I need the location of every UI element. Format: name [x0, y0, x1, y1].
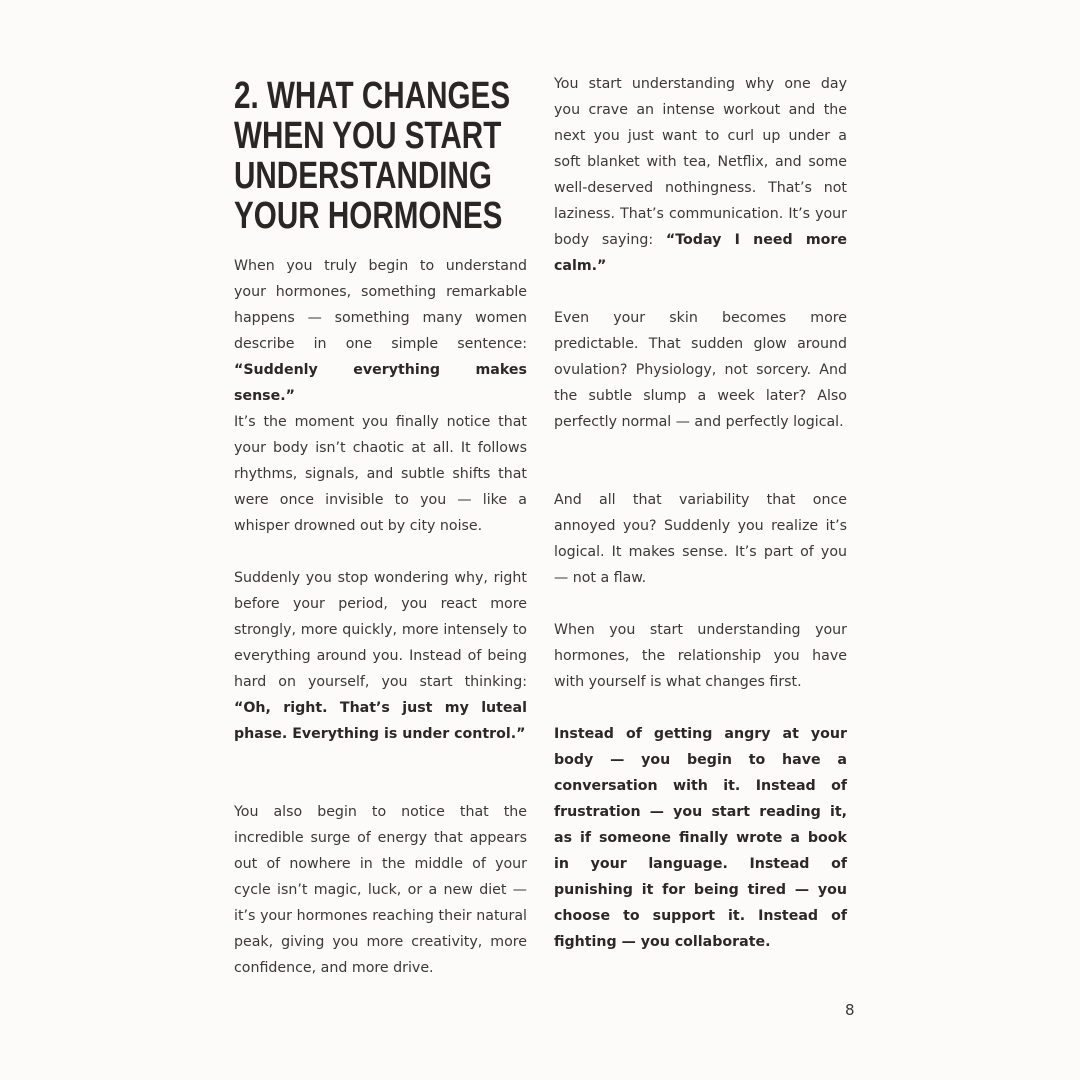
paragraph-text: You start understanding why one day you crave an intense workout and the next you just want to curl up under a soft blanket with tea, Netflix, and some well-deserved nothingness. That’s not laziness. That’s communication. It’s your body saying:: [554, 76, 847, 248]
paragraph-skin: [554, 305, 847, 435]
paragraph-text: You also begin to notice that the incredible surge of energy that appears out of nowhere in the middle of your cycle isn’t magic, luck, or a new diet — it’s your hormones reaching their natural peak, giving you more creativity, more confidence, and more drive.: [234, 804, 527, 976]
paragraph-collaborate: [554, 721, 847, 955]
heading-line: UNDERSTANDING: [234, 155, 492, 197]
paragraph-text: Suddenly you stop wondering why, right before your period, you react more strongly, more quickly, more intensely to everything around you. Instead of being hard on yourself, you start thinking:: [234, 570, 527, 690]
paragraph-text: When you start understanding your hormones, the relationship you have with yourself is what changes first.: [554, 622, 847, 690]
bold-quote: “Today I need more calm.”: [554, 232, 847, 274]
paragraph-variability: [554, 487, 847, 591]
paragraph-intro: [234, 253, 527, 409]
heading-line: WHEN YOU START: [234, 115, 502, 157]
paragraph-workout: [554, 71, 847, 279]
heading-line: YOUR HORMONES: [234, 195, 503, 237]
bold-paragraph-text: Instead of getting angry at your body — you begin to have a conversation with it. Instead of frustration — you start reading it, as if someone finally wrote a book in your language. Instead of punishing it for being tired — you choose to support it. Instead of fighting — you collaborate.: [554, 726, 847, 950]
paragraph-text: And all that variability that once annoyed you? Suddenly you realize it’s logical. It makes sense. It’s part of you — not a flaw.: [554, 492, 847, 586]
paragraph-luteal: [234, 565, 527, 747]
bold-quote: “Oh, right. That’s just my luteal phase. Everything is under control.”: [234, 700, 527, 742]
paragraph-energy: [234, 799, 527, 981]
page-number: 8: [845, 1001, 855, 1019]
heading-line: 2. WHAT CHANGES: [234, 75, 511, 117]
paragraph-relationship: [554, 617, 847, 695]
paragraph-text: It’s the moment you finally notice that your body isn’t chaotic at all. It follows rhythms, signals, and subtle shifts that were once invisible to you — like a whisper drowned out by city noise.: [234, 414, 527, 534]
paragraph-text: When you truly begin to understand your hormones, something remarkable happens — something many women describe in one simple sentence:: [234, 258, 527, 352]
paragraph-text: Even your skin becomes more predictable. That sudden glow around ovulation? Physiology, not sorcery. And the subtle slump a week later? Also perfectly normal — and perfectly logical.: [554, 310, 847, 430]
bold-quote: “Suddenly everything makes sense.”: [234, 362, 527, 404]
paragraph-rhythms: [234, 409, 527, 539]
section-heading: [234, 75, 511, 237]
